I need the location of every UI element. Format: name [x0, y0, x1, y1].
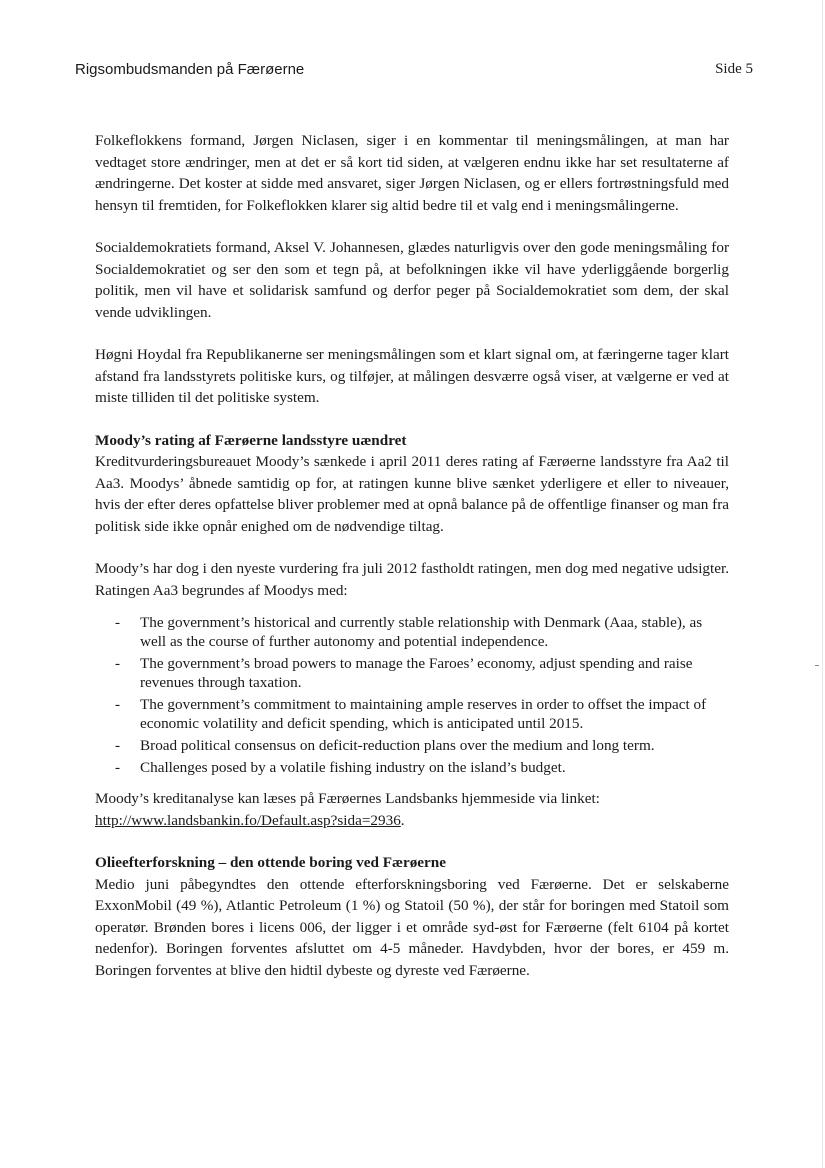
section-heading-moodys: Moody’s rating af Færøerne landsstyre uændret [95, 431, 407, 449]
section-heading-oil: Olieefterforskning – den ottende boring ved Færøerne [95, 854, 446, 871]
scan-edge [822, 0, 823, 1168]
paragraph-moodys-rating: Kreditvurderingsbureauet Moody’s sænkede i april 2011 deres rating af Færøerne landsstyre fra Aa2 til Aa3. Moodys’ åbnede samtidig op for, at ratingen kunne blive sænket yderligere et eller to niveauer, hvis der efter deres opfattelse bliver problemer med at opnå balance på de offentlige finanser og man fra politisk side ikke opnår enighed om de nødvendige tiltag. [95, 453, 729, 535]
page-number: Side 5 [715, 61, 753, 77]
paragraph-moodys-link: http://www.landsbankin.fo/Default.asp?sida=2936. [95, 811, 405, 829]
document-header-title: Rigsombudsmanden på Færøerne [75, 61, 305, 78]
moodys-reasons-list [95, 613, 729, 777]
list-item: - The government’s commitment to maintaining ample reserves in order to offset the impact of economic volatility and deficit spending, which is anticipated until 2015. [115, 696, 707, 732]
list-item: - Broad political consensus on deficit-reduction plans over the medium and long term. [115, 737, 655, 754]
scan-mark [815, 665, 819, 666]
paragraph-moodys-link-intro: Moody’s kreditanalyse kan læses på Færøernes Landsbanks hjemmeside via linket: [95, 790, 600, 807]
paragraph-republikanerne: Høgni Hoydal fra Republikanerne ser meningsmålingen som et klart signal om, at færingerne tager klart afstand fra landsstyrets politiske kurs, og tilføjer, at målingen desværre også viser, at vælgerne er ved at miste tilliden til det politiske system. [95, 346, 729, 406]
list-item: - The government’s broad powers to manage the Faroes’ economy, adjust spending and raise revenues through taxation. [115, 655, 693, 691]
list-item: - Challenges posed by a volatile fishing industry on the island’s budget. [115, 759, 566, 776]
paragraph-moodys-update: Moody’s har dog i den nyeste vurdering fra juli 2012 fastholdt ratingen, men dog med negative udsigter. Ratingen Aa3 begrundes af Moodys med: [95, 560, 729, 599]
paragraph-oil-drilling: Medio juni påbegyndtes den ottende efterforskningsboring ved Færøerne. Det er selskaberne ExxonMobil (49 %), Atlantic Petroleum (1 %) og Statoil (50 %), der står for boringen med Statoil som operatør. Brønden bores i licens 006, der ligger i et område syd-øst for Færøerne (felt 6104 på kortet nedenfor). Boringen forventes afsluttet om 4-5 måneder. Havdybden, hvor der bores, er 459 m. Boringen forventes at blive den hidtil dybeste og dyreste ved Færøerne. [95, 875, 729, 979]
paragraph-socialdemokratiet: Socialdemokratiets formand, Aksel V. Johannesen, glædes naturligvis over den gode meningsmåling for Socialdemokratiet og ser den som et tegn på, at befolkningen ikke vil have yderliggående borgerlig politik, men vil have et solidarisk samfund og derfor peger på Socialdemokratiet som dem, der skal vende udviklingen. [95, 239, 729, 321]
document-body [95, 130, 729, 981]
list-item: - The government’s historical and currently stable relationship with Denmark (Aaa, stable), as well as the course of further autonomy and potential independence. [115, 614, 703, 650]
landsbanken-link[interactable]: http://www.landsbankin.fo/Default.asp?sida=2936 [95, 811, 401, 829]
paragraph-folkeflokken: Folkeflokkens formand, Jørgen Niclasen, siger i en kommentar til meningsmålingen, at man har vedtaget store ændringer, men at det er så kort tid siden, at vælgeren endnu ikke har set resultaterne af ændringerne. Det koster at sidde med ansvaret, siger Jørgen Niclasen, og er ellers fortrøstningsfuld med hensyn til fremtiden, for Folkeflokken klarer sig altid bedre til et valg end i meningsmålingerne. [95, 132, 729, 214]
